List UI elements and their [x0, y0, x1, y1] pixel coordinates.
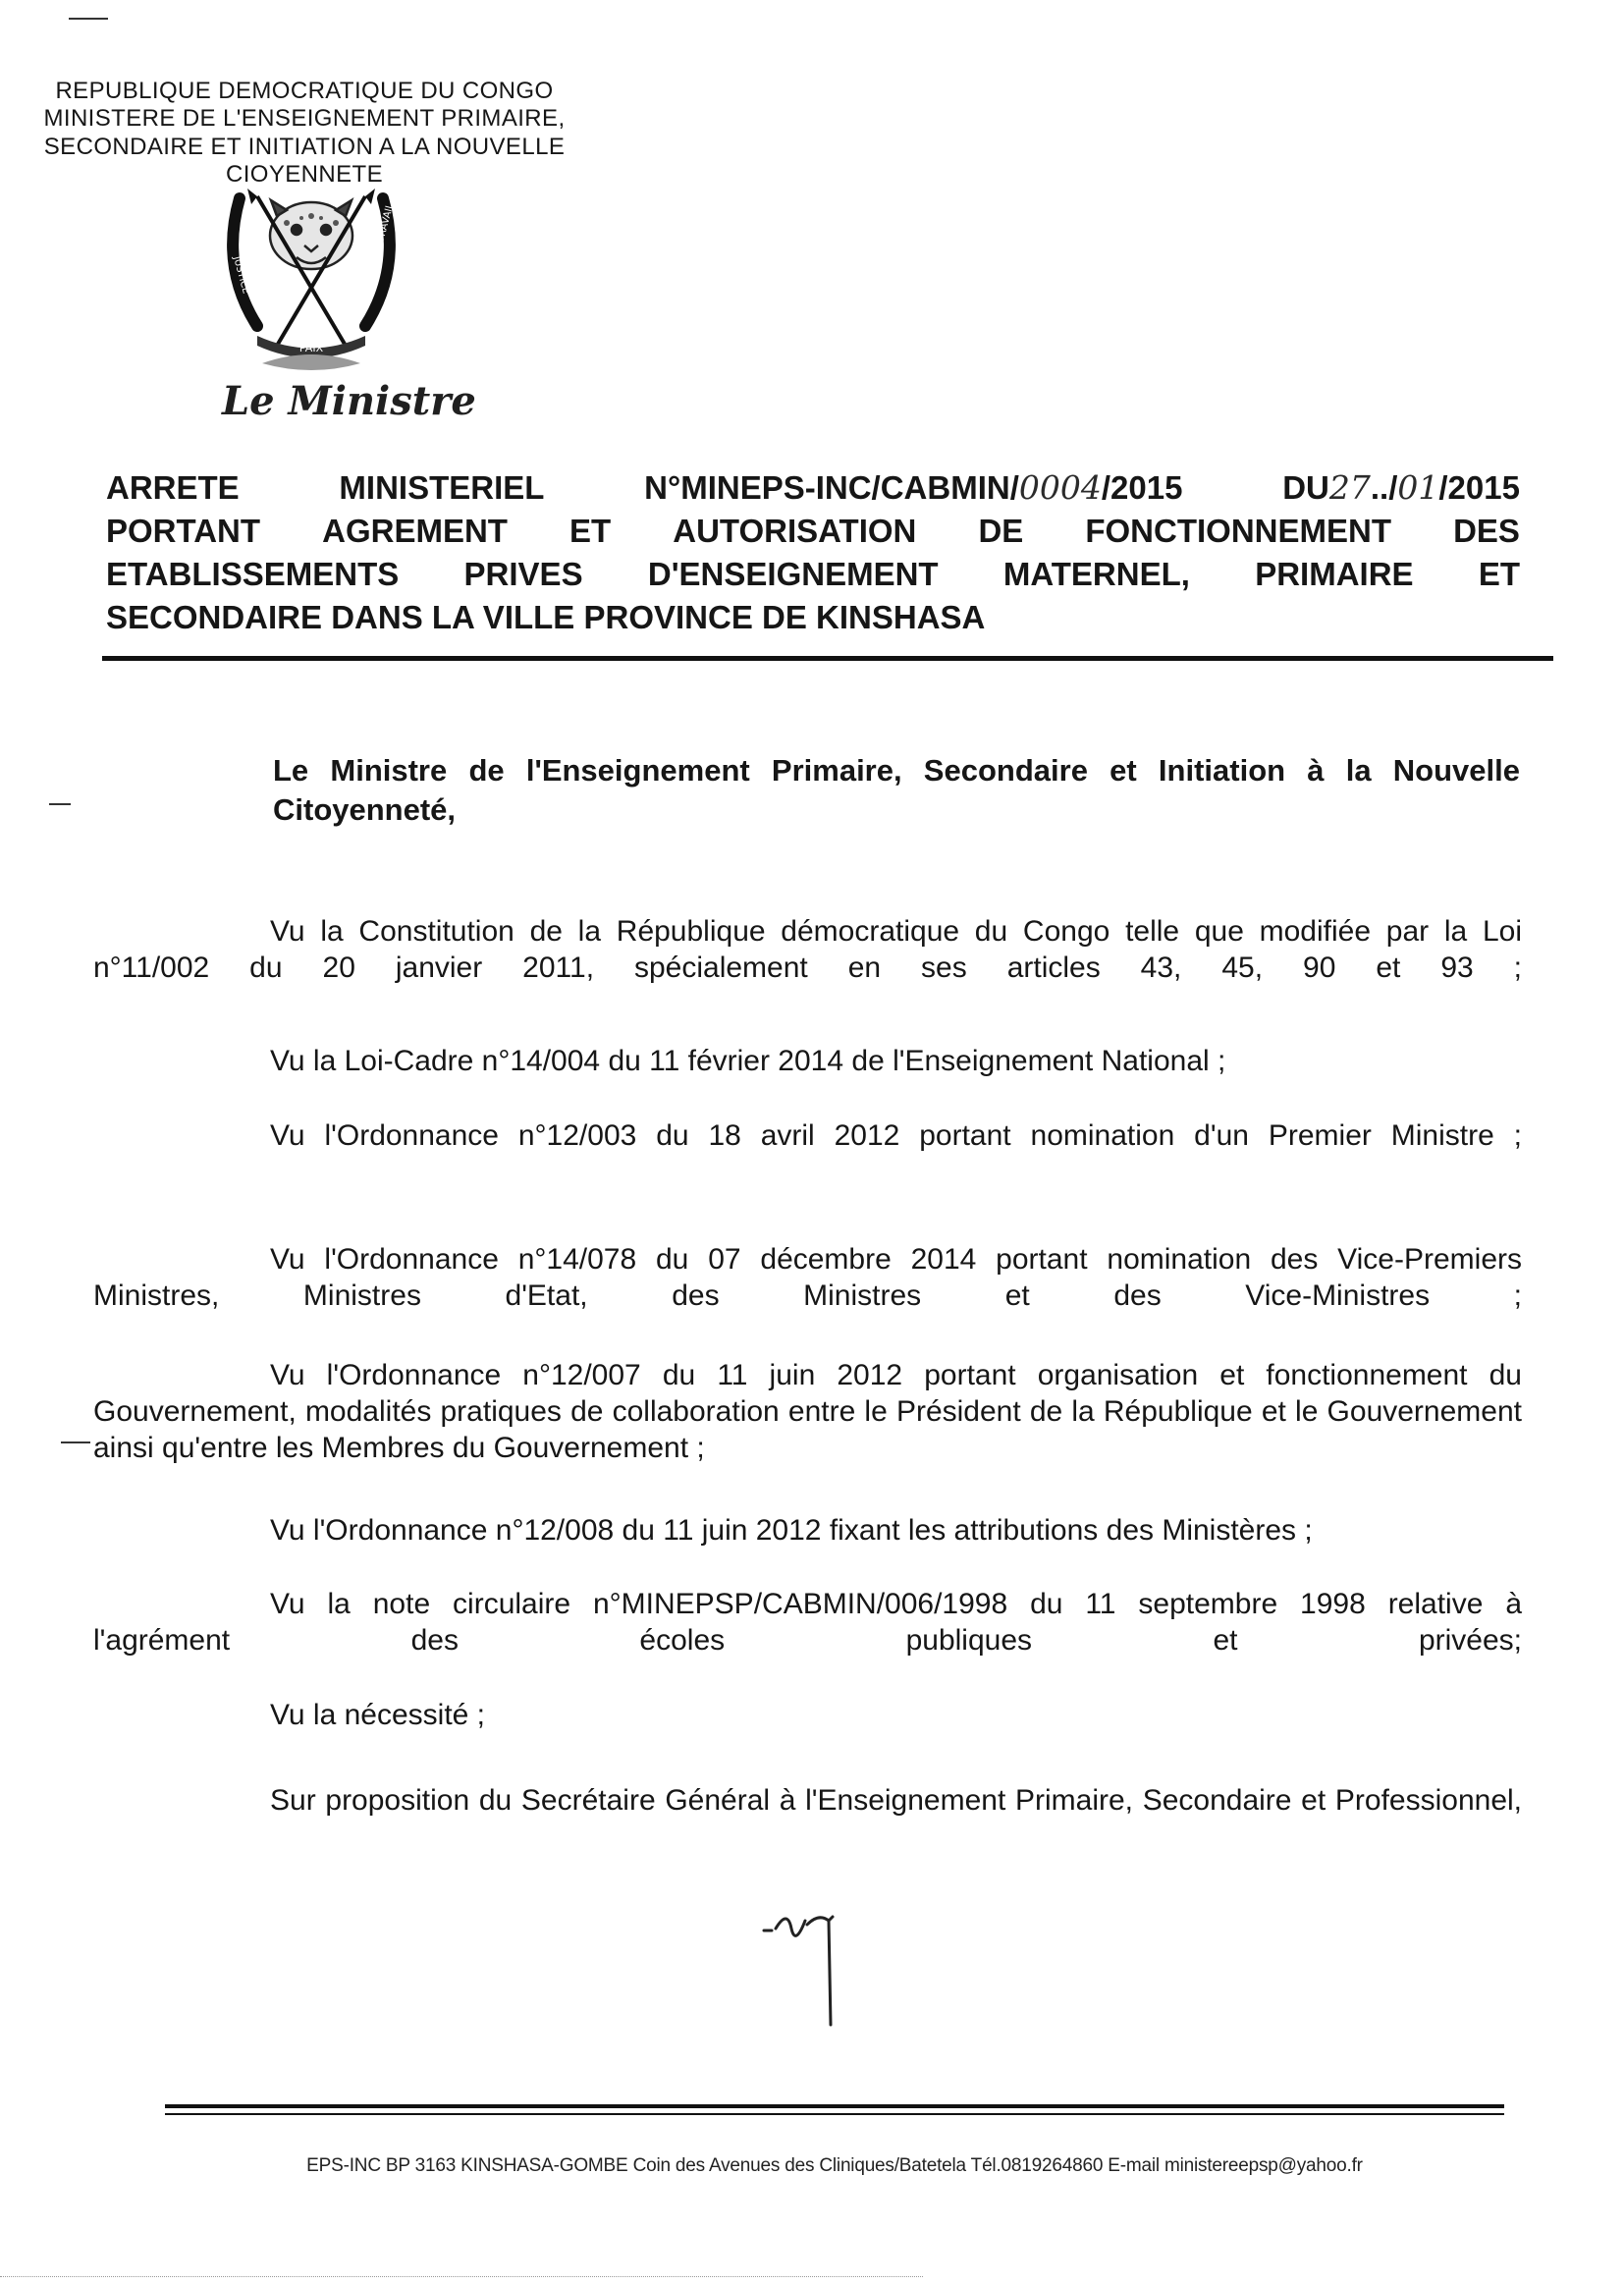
decree-word: ARRETE	[106, 469, 240, 506]
decree-word: MINISTERIEL	[339, 469, 545, 506]
scan-mark	[61, 1441, 90, 1443]
emblem-motto-left: JUSTICE	[231, 254, 251, 296]
decree-date: DU27../01/2015	[1282, 468, 1520, 507]
decree-title-line-3: ETABLISSEMENTS PRIVES D'ENSEIGNEMENT MATERNEL, PRIMAIRE ET	[106, 556, 1520, 592]
decree-subject: Le Ministre de l'Enseignement Primaire, Secondaire et Initiation à la Nouvelle Citoyenneté,	[273, 753, 1520, 827]
header-line-ministry: MINISTERE DE L'ENSEIGNEMENT PRIMAIRE,	[43, 105, 566, 132]
handwritten-number: 0004	[1018, 468, 1102, 507]
recital-paragraph: Sur proposition du Secrétaire Général à l'Enseignement Primaire, Secondaire et Professionnel,	[270, 1784, 1522, 1817]
scan-mark	[49, 803, 71, 805]
emblem-motto-right: TRAVAIL	[375, 201, 397, 244]
header-line-country: REPUBLIQUE DEMOCRATIQUE DU CONGO	[55, 78, 554, 104]
footer-contact: EPS-INC BP 3163 KINSHASA-GOMBE Coin des Avenues des Cliniques/Batetela Tél.0819264860 E-mail ministereepsp@yahoo.fr	[306, 2155, 1363, 2176]
recital-paragraph: Vu la nécessité ;	[270, 1699, 486, 1731]
header-line-ministry-cont: SECONDAIRE ET INITIATION A LA NOUVELLE	[43, 134, 566, 160]
scan-edge	[0, 2276, 923, 2277]
handwritten-initials-icon	[758, 1907, 876, 2035]
decree-title-line-2: PORTANT AGREMENT ET AUTORISATION DE FONCTIONNEMENT DES	[106, 513, 1520, 549]
recital-paragraph: Vu la note circulaire n°MINEPSP/CABMIN/006/1998 du 11 septembre 1998 relative à l'agrément des écoles publiques et privées;	[93, 1588, 1522, 1657]
footer-rule	[165, 2104, 1504, 2108]
emblem-motto-center: PAIX	[298, 342, 324, 354]
recital-paragraph: Vu l'Ordonnance n°12/007 du 11 juin 2012 portant organisation et fonctionnement du Gouvernement, modalités pratiques de collaboration entre le Président de la République et le Gouvernement ainsi qu'entre les Membres du Gouvernement ;	[93, 1359, 1522, 1464]
decree-title-line-1	[106, 469, 1520, 507]
decree-title-line-4: SECONDAIRE DANS LA VILLE PROVINCE DE KINSHASA	[106, 599, 986, 635]
header-line-citizenship: CIOYENNETE	[225, 161, 384, 188]
drc-coat-of-arms-icon	[218, 189, 405, 375]
recital-paragraph: Vu la Constitution de la République démocratique du Congo telle que modifiée par la Loi n°11/002 du 20 janvier 2011, spécialement en ses articles 43, 45, 90 et 93 ;	[93, 915, 1522, 984]
scan-mark	[69, 18, 108, 20]
recital-paragraph: Vu la Loi-Cadre n°14/004 du 11 février 2014 de l'Enseignement National ;	[270, 1045, 1226, 1077]
footer-rule	[165, 2113, 1504, 2115]
handwritten-day: 27	[1328, 468, 1371, 507]
recital-paragraph: Vu l'Ordonnance n°12/003 du 18 avril 2012 portant nomination d'un Premier Ministre ;	[270, 1119, 1522, 1152]
minister-title: Le Ministre	[222, 378, 476, 424]
title-underline	[102, 656, 1553, 661]
recital-paragraph: Vu l'Ordonnance n°12/008 du 11 juin 2012 fixant les attributions des Ministères ;	[270, 1514, 1313, 1547]
handwritten-month: 01	[1397, 468, 1439, 507]
recital-paragraph: Vu l'Ordonnance n°14/078 du 07 décembre 2014 portant nomination des Vice-Premiers Ministres, Ministres d'Etat, des Ministres et des Vice-Ministres ;	[93, 1243, 1522, 1312]
decree-number: N°MINEPS-INC/CABMIN/0004/2015	[644, 468, 1183, 507]
